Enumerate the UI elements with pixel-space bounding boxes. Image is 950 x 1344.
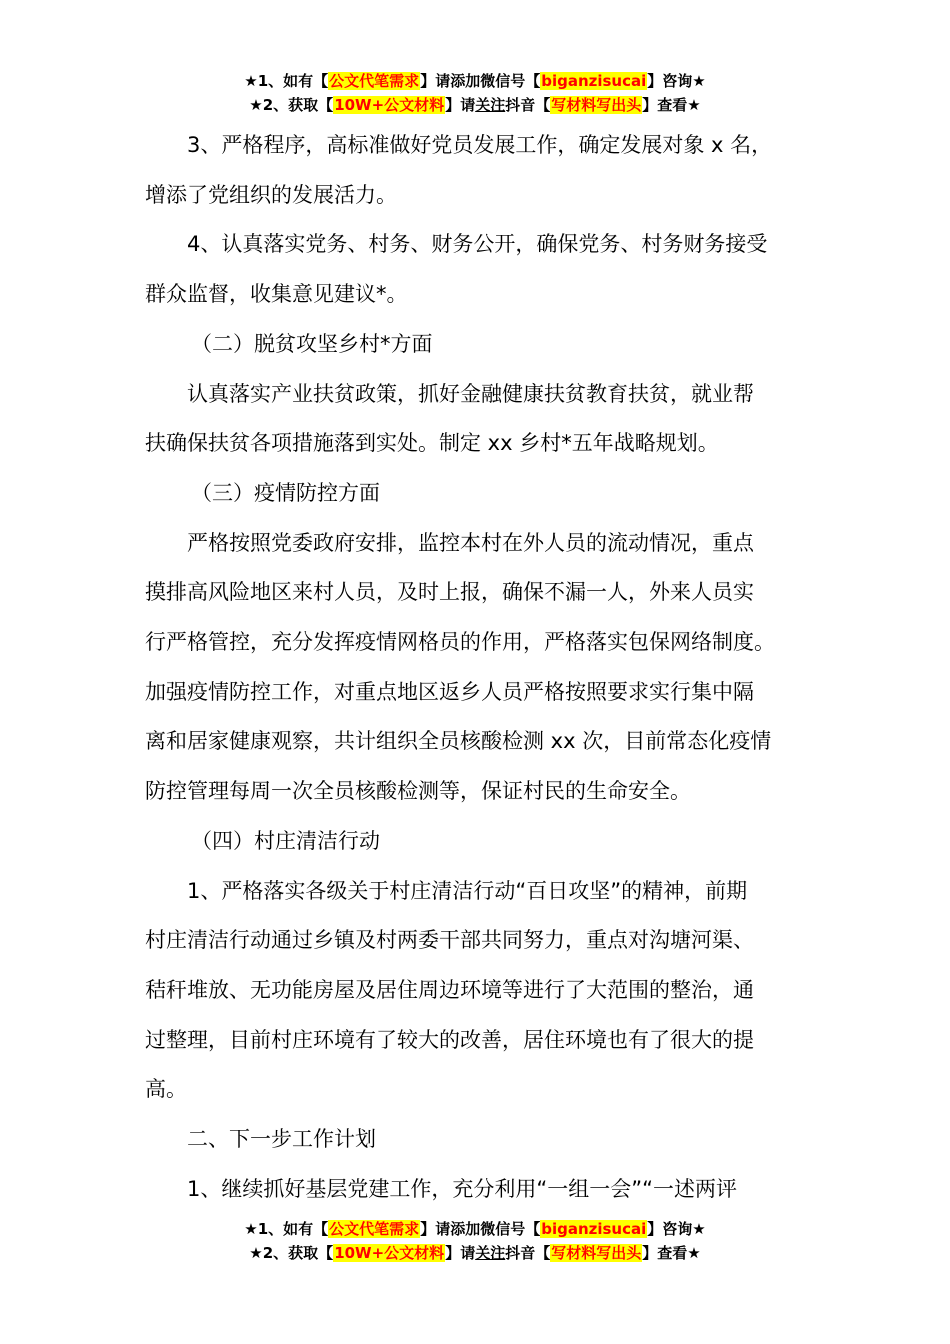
banner-text: 抖音【: [505, 96, 551, 114]
body-line: 摸排高风险地区来村人员，及时上报，确保不漏一人，外来人员实: [145, 580, 754, 605]
banner-highlight-douyin: 写材料写出头: [551, 96, 642, 114]
banner-text: ★1、如有【: [244, 72, 329, 90]
banner-highlight-wechat-id: biganzisucai: [541, 1220, 647, 1238]
banner-highlight-douyin: 写材料写出头: [551, 1244, 642, 1262]
header-banner-line-2: [0, 94, 950, 116]
body-line: 认真落实产业扶贫政策，抓好金融健康扶贫教育扶贫，就业帮: [187, 381, 754, 406]
banner-text: ★2、获取【: [249, 96, 334, 114]
banner-highlight: 10W+公文材料: [334, 1244, 445, 1262]
banner-text: 】请添加微信号【: [420, 1220, 541, 1238]
banner-highlight: 公文代笔需求: [329, 72, 420, 90]
body-line: 4、认真落实党务、村务、财务公开，确保党务、村务财务接受: [187, 232, 768, 257]
banner-text: 抖音【: [505, 1244, 551, 1262]
body-line: 1、继续抓好基层党建工作，充分利用“一组一会”“一述两评: [187, 1176, 737, 1201]
banner-text: 】请: [445, 1244, 476, 1262]
body-line: 群众监督，收集意见建议*。: [145, 282, 408, 307]
banner-text: ★1、如有【: [244, 1220, 329, 1238]
banner-underlined: 关注: [475, 96, 506, 114]
banner-text: 】咨询★: [647, 1220, 706, 1238]
banner-text: 】咨询★: [647, 72, 706, 90]
section-heading: 二、下一步工作计划: [187, 1127, 376, 1152]
footer-banner-line-1: [0, 1218, 950, 1240]
banner-text: 】请添加微信号【: [420, 72, 541, 90]
document-body: [145, 121, 815, 1214]
banner-highlight-wechat-id: biganzisucai: [541, 72, 647, 90]
body-line: 行严格管控，充分发挥疫情网格员的作用，严格落实包保网络制度。: [145, 630, 775, 655]
body-line: 1、严格落实各级关于村庄清洁行动“百日攻坚”的精神，前期: [187, 878, 748, 903]
section-heading: （四）村庄清洁行动: [191, 828, 380, 853]
banner-text: 】查看★: [642, 1244, 701, 1262]
body-line: 高。: [145, 1077, 187, 1102]
body-line: 3、严格程序，高标准做好党员发展工作，确定发展对象 x 名，: [187, 133, 773, 157]
body-line: 加强疫情防控工作，对重点地区返乡人员严格按照要求实行集中隔: [145, 679, 754, 704]
body-line: 防控管理每周一次全员核酸检测等，保证村民的生命安全。: [145, 779, 691, 804]
banner-underlined: 关注: [475, 1244, 506, 1262]
banner-highlight: 公文代笔需求: [329, 1220, 420, 1238]
body-line: 过整理，目前村庄环境有了较大的改善，居住环境也有了很大的提: [145, 1027, 754, 1052]
banner-highlight: 10W+公文材料: [334, 96, 445, 114]
banner-text: 】查看★: [642, 96, 701, 114]
footer-banner-line-2: [0, 1242, 950, 1264]
body-line: 秸秆堆放、无功能房屋及居住周边环境等进行了大范围的整治，通: [145, 977, 754, 1002]
header-banner-line-1: [0, 70, 950, 92]
section-heading: （二）脱贫攻坚乡村*方面: [191, 331, 433, 356]
section-heading: （三）疫情防控方面: [191, 480, 380, 505]
body-line: 扶确保扶贫各项措施落到实处。制定 xx 乡村*五年战略规划。: [145, 431, 719, 456]
banner-text: ★2、获取【: [249, 1244, 334, 1262]
banner-text: 】请: [445, 96, 476, 114]
body-line: 严格按照党委政府安排，监控本村在外人员的流动情况，重点: [187, 530, 754, 555]
body-line: 村庄清洁行动通过乡镇及村两委干部共同努力，重点对沟塘河渠、: [145, 928, 754, 953]
body-line: 离和居家健康观察，共计组织全员核酸检测 xx 次，目前常态化疫情: [145, 729, 772, 754]
body-line: 增添了党组织的发展活力。: [145, 182, 397, 207]
